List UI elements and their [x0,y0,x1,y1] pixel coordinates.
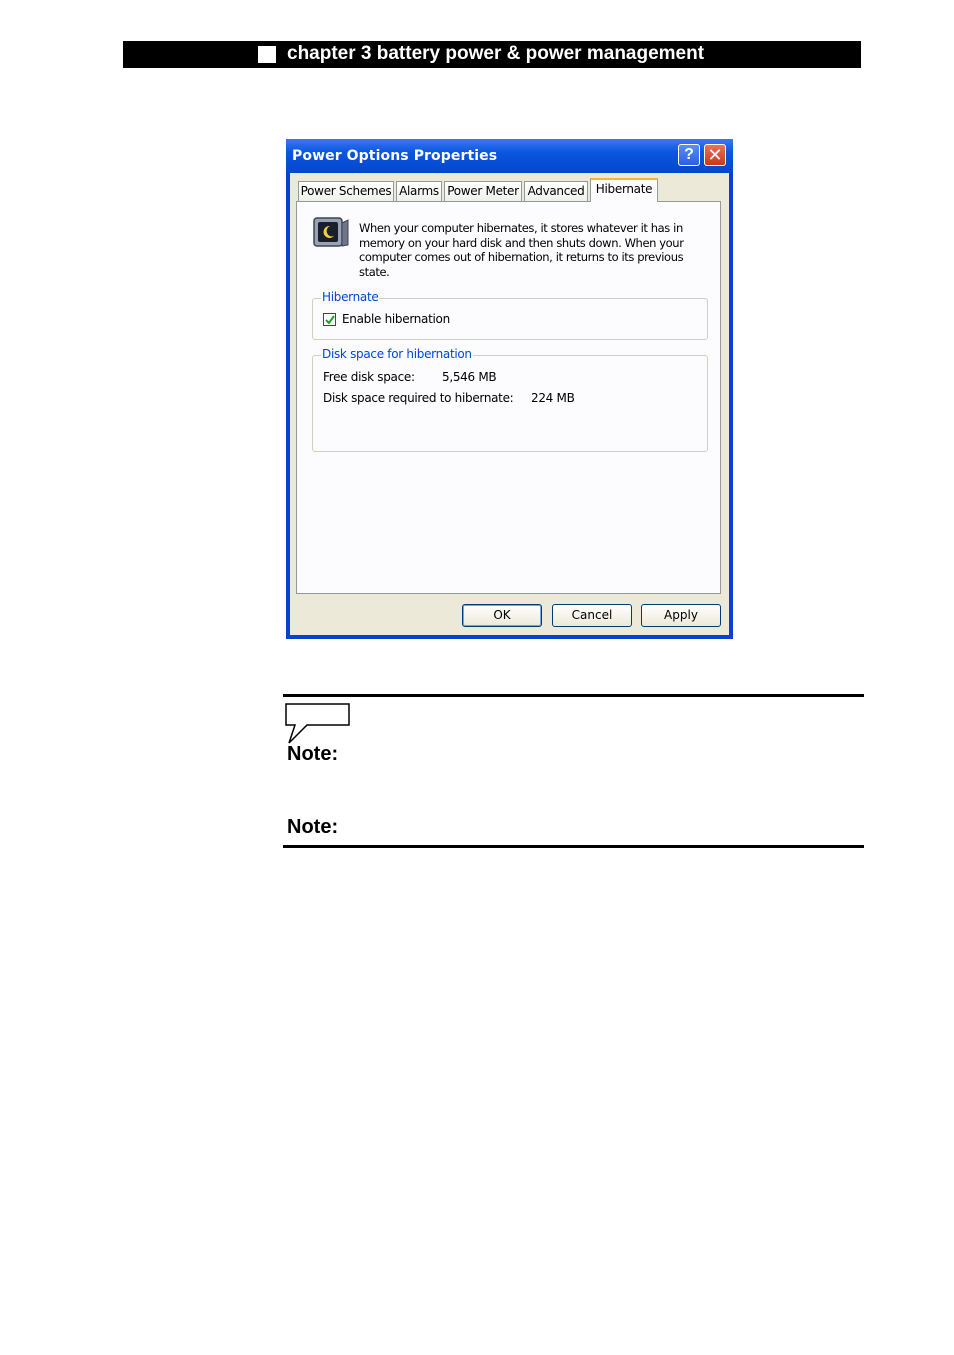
description-line: memory on your hard disk and then shuts down. When your [359,235,684,250]
note-label: Note: [287,743,339,765]
chapter-square-icon [258,46,276,63]
note-bottom-rule [283,845,864,848]
tab-advanced[interactable]: Advanced [524,181,588,201]
hibernate-description [359,221,709,279]
hibernate-group-label: Hibernate [322,290,379,304]
description-line: computer comes out of hibernation, it returns to its previous state. [359,250,684,279]
checkmark-icon [325,315,335,325]
enable-hibernation-checkbox[interactable] [323,313,336,326]
speech-bubble-icon [285,703,351,745]
apply-button[interactable]: Apply [641,604,721,627]
disk-space-groupbox [312,347,708,452]
chapter-header [123,41,861,68]
required-disk-space-label: Disk space required to hibernate: [323,391,514,405]
dialog-client [290,173,729,635]
note-label: Note: [287,816,339,838]
tab-hibernate[interactable]: Hibernate [590,178,658,202]
dialog-titlebar[interactable] [286,139,733,173]
disk-space-group-label: Disk space for hibernation [322,347,472,361]
free-disk-space-label: Free disk space: [323,370,415,384]
description-line: When your computer hibernates, it stores whatever it has in [359,221,683,235]
dialog-title: Power Options Properties [292,148,498,164]
tab-power-meter[interactable]: Power Meter [444,181,522,201]
hibernate-groupbox [312,290,708,340]
tab-power-schemes[interactable]: Power Schemes [298,181,394,201]
power-options-dialog [286,139,733,639]
free-disk-space-value: 5,546 MB [442,370,497,384]
hibernate-computer-icon [312,215,350,251]
required-disk-space-value: 224 MB [531,391,575,405]
tab-alarms[interactable]: Alarms [396,181,442,201]
help-button[interactable]: ? [678,144,700,166]
enable-hibernation-label[interactable]: Enable hibernation [342,312,450,326]
chapter-title: chapter 3 battery power & power management [287,43,705,64]
close-button[interactable]: ✕ [704,144,726,166]
cancel-button[interactable]: Cancel [552,604,632,627]
ok-button[interactable]: OK [462,604,542,627]
note-top-rule [283,694,864,697]
